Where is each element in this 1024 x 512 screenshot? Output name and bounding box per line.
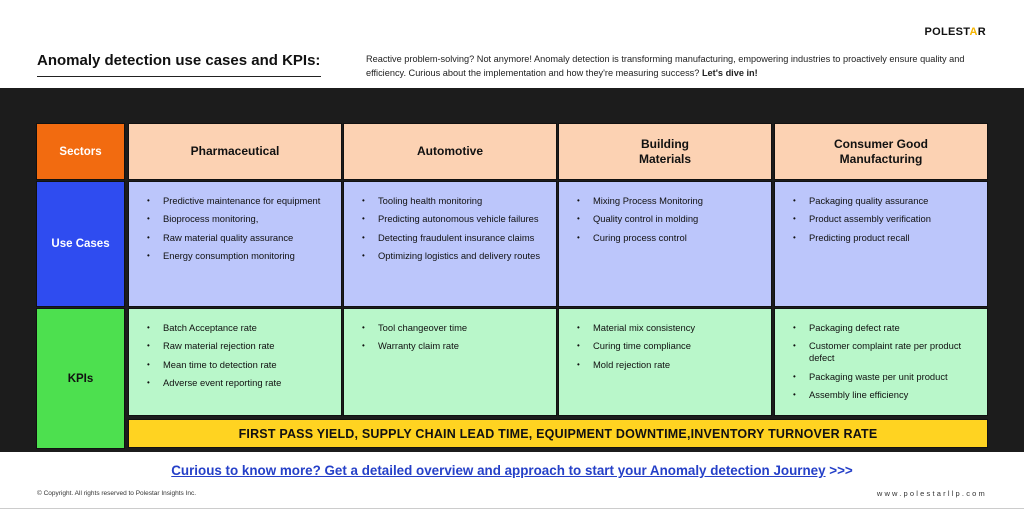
list-item: • Customer complaint rate per product defect [793, 340, 977, 364]
sector-header-pharmaceutical: Pharmaceutical [128, 123, 342, 180]
list-item: • Material mix consistency [577, 322, 761, 334]
list-item: • Curing process control [577, 232, 761, 244]
use-cases-building-materials [558, 181, 772, 307]
kpis-pharmaceutical [128, 308, 342, 416]
bottom-divider [0, 508, 1024, 509]
cta-row [0, 463, 1024, 478]
sector-header-building-materials: Building Materials [558, 123, 772, 180]
list-item: • Raw material rejection rate [147, 340, 331, 352]
intro-cta-bold: Let's dive in! [701, 68, 758, 78]
list-item: • Detecting fraudulent insurance claims [362, 232, 546, 244]
polestar-logo: POLESTAR [924, 26, 986, 38]
list-item: • Energy consumption monitoring [147, 250, 331, 262]
use-cases-consumer-goods [774, 181, 988, 307]
sector-header-consumer-goods: Consumer Good Manufacturing [774, 123, 988, 180]
list-item: • Packaging quality assurance [793, 195, 977, 207]
list-item: • Curing time compliance [577, 340, 761, 352]
cta-arrows: >>> [829, 463, 853, 478]
use-cases-pharmaceutical [128, 181, 342, 307]
list-item: • Tool changeover time [362, 322, 546, 334]
list-item: • Product assembly verification [793, 213, 977, 225]
copyright-text: © Copyright. All rights reserved to Polestar Insights Inc. [37, 490, 197, 497]
common-kpis-banner: FIRST PASS YIELD, SUPPLY CHAIN LEAD TIME, EQUIPMENT DOWNTIME,INVENTORY TURNOVER RATE [128, 419, 988, 448]
kpis-automotive [343, 308, 557, 416]
list-item: • Quality control in molding [577, 213, 761, 225]
kpis-building-materials [558, 308, 772, 416]
website-url: www.polestarllp.com [876, 489, 987, 498]
list-item: • Tooling health monitoring [362, 195, 546, 207]
row-label-use-cases: Use Cases [36, 181, 125, 307]
row-label-sectors: Sectors [36, 123, 125, 180]
list-item: • Predicting autonomous vehicle failures [362, 213, 546, 225]
kpis-consumer-goods [774, 308, 988, 416]
row-label-kpis: KPIs [36, 308, 125, 449]
sector-header-automotive: Automotive [343, 123, 557, 180]
list-item: • Packaging defect rate [793, 322, 977, 334]
list-item: • Optimizing logistics and delivery routes [362, 250, 546, 262]
list-item: • Bioprocess monitoring, [147, 213, 331, 225]
list-item: • Batch Acceptance rate [147, 322, 331, 334]
cta-link[interactable]: Curious to know more? Get a detailed overview and approach to start your Anomaly detection Journey [171, 463, 826, 478]
logo-star-letter: A [969, 26, 978, 38]
list-item: • Packaging waste per unit product [793, 371, 977, 383]
use-cases-automotive [343, 181, 557, 307]
title-underline [37, 76, 321, 77]
page-title: Anomaly detection use cases and KPIs: [37, 52, 321, 69]
list-item: • Adverse event reporting rate [147, 377, 331, 389]
list-item: • Predicting product recall [793, 232, 977, 244]
list-item: • Mold rejection rate [577, 359, 761, 371]
list-item: • Raw material quality assurance [147, 232, 331, 244]
list-item: • Mean time to detection rate [147, 359, 331, 371]
list-item: • Assembly line efficiency [793, 389, 977, 401]
list-item: • Warranty claim rate [362, 340, 546, 352]
list-item: • Predictive maintenance for equipment [147, 195, 331, 207]
intro-text: Reactive problem-solving? Not anymore! Anomaly detection is transforming manufacturing, empowering industries to proactively ensure quality and efficiency. Curious about the implementation and how they're measuring success? Let's dive in! [366, 54, 965, 78]
list-item: • Mixing Process Monitoring [577, 195, 761, 207]
